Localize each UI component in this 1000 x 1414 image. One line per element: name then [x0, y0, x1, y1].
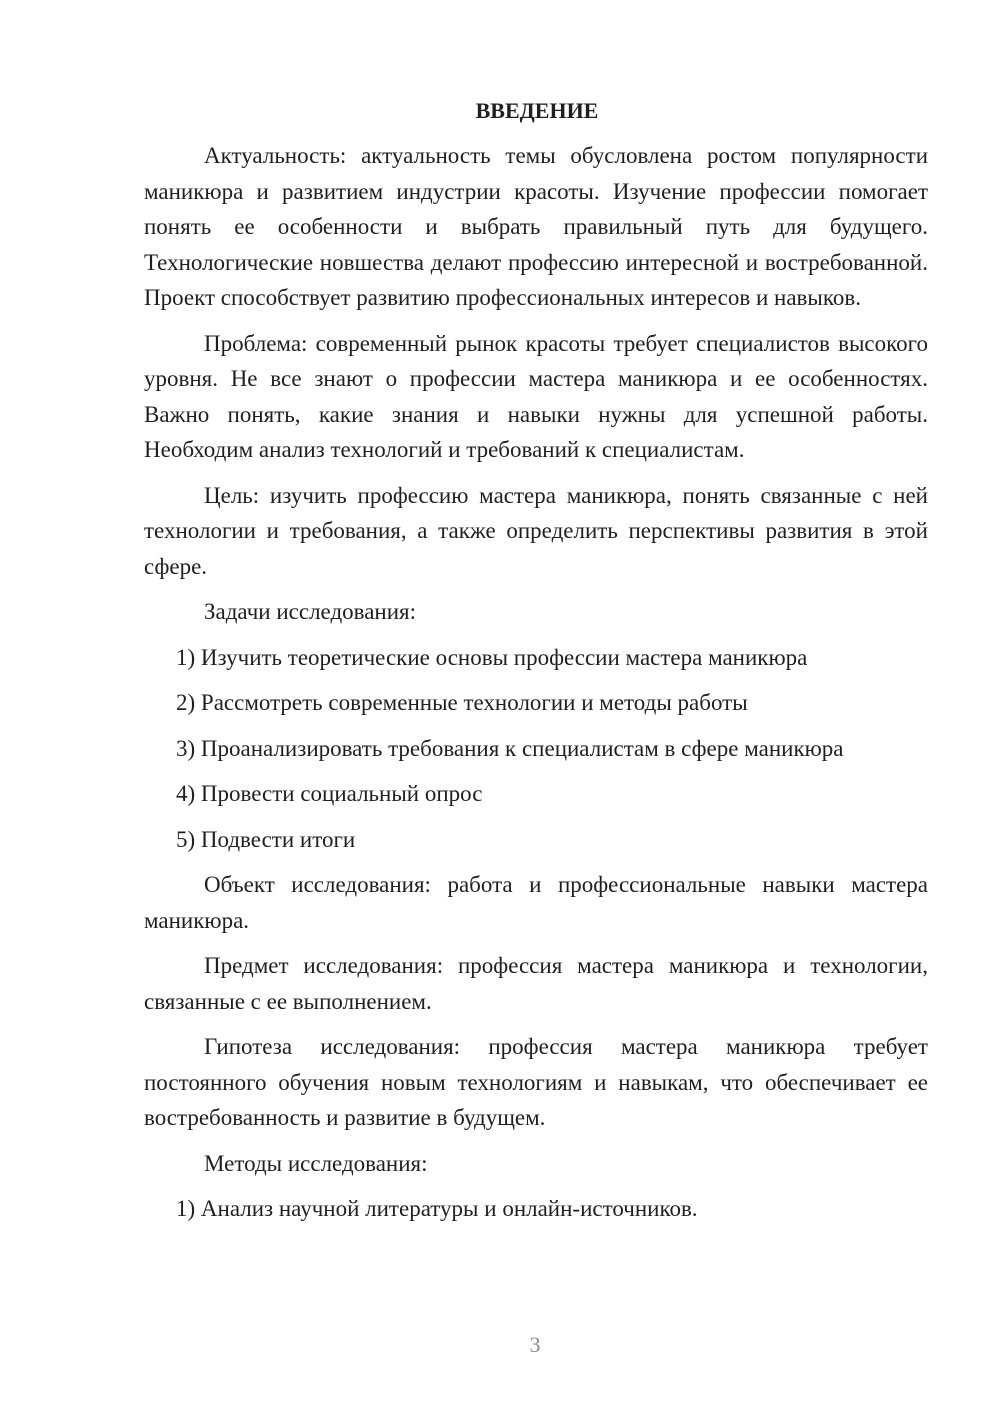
- methods-heading: Методы исследования:: [204, 1150, 428, 1176]
- paragraph-goal: Цель: изучить профессию мастера маникюра, понять связанные с ней технологии и требования, а также определить перспективы развития в этой сфере.: [144, 482, 928, 579]
- page-number: 3: [529, 1332, 541, 1357]
- document-body: [144, 96, 928, 1237]
- paragraph-problem: Проблема: современный рынок красоты требует специалистов высокого уровня. Не все знают о профессии мастера маникюра и ее особенностях. Важно понять, какие знания и навыки нужны для успешной работы. Необходим анализ технологий и требований к специалистам.: [144, 330, 928, 462]
- list-item: 1) Анализ научной литературы и онлайн-источников.: [176, 1196, 698, 1221]
- list-item: 4) Провести социальный опрос: [176, 781, 483, 806]
- paragraph-object: Объект исследования: работа и профессиональные навыки мастера маникюра.: [144, 872, 928, 933]
- methods-list: [144, 1191, 928, 1227]
- list-item: 3) Проанализировать требования к специалистам в сфере маникюра: [176, 735, 844, 761]
- list-item: 1) Изучить теоретические основы профессии мастера маникюра: [176, 644, 808, 670]
- paragraph-relevance: Актуальность: актуальность темы обусловлена ростом популярности маникюра и развитием индустрии красоты. Изучение профессии помогает понять ее особенности и выбрать правильный путь для будущего. Технологические новшества делают профессию интересной и востребованной. Проект способствует развитию профессиональных интересов и навыков.: [144, 143, 928, 310]
- tasks-list: [144, 640, 928, 858]
- list-item: 5) Подвести итоги: [176, 826, 356, 852]
- tasks-heading: Задачи исследования:: [204, 599, 417, 624]
- list-item: 2) Рассмотреть современные технологии и методы работы: [176, 690, 748, 715]
- paragraph-subject: Предмет исследования: профессия мастера маникюра и технологии, связанные с ее выполнением.: [144, 953, 928, 1014]
- paragraph-hypothesis: Гипотеза исследования: профессия мастера маникюра требует постоянного обучения новым технологиям и навыкам, что обеспечивает ее востребованность и развитие в будущем.: [144, 1034, 928, 1130]
- page-title: ВВЕДЕНИЕ: [475, 98, 599, 123]
